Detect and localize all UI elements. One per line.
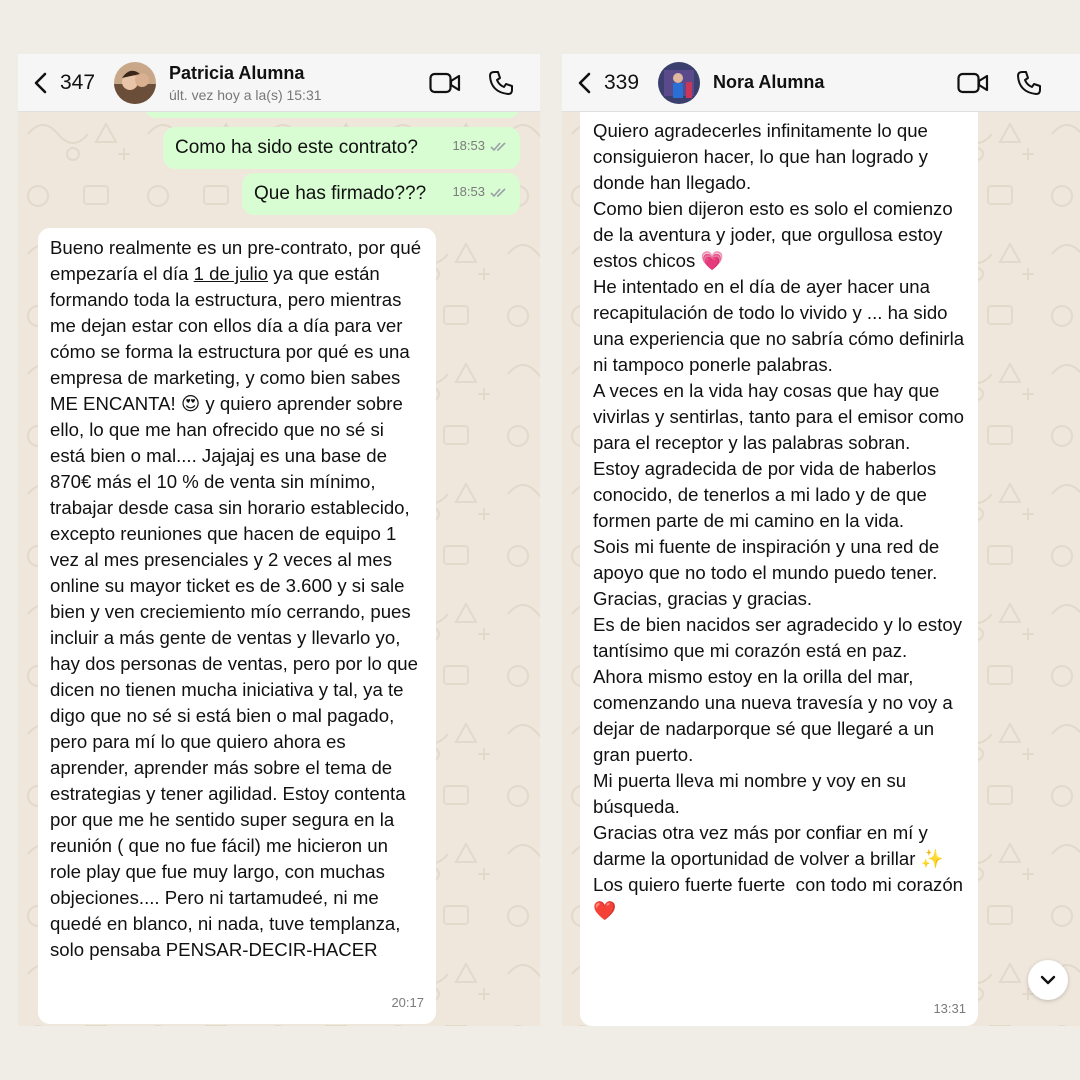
chat-window-patricia	[18, 54, 540, 1026]
date-link[interactable]: 1 de julio	[193, 263, 269, 284]
message-text: Quiero agradecerles infinitamente lo que consiguieron hacer, lo que han logrado y donde han llegado. Como bien dijeron esto es solo el comienzo de la aventura y joder, que orgullosa estoy estos chicos 💗 He intentado en el día de ayer hacer una recapitulación de todo lo vivido y ... ha sido una experiencia que no sabría cómo definirla ni tampoco ponerle palabras. A veces en la vida hay cosas que hay que vivirlas y sentirlas, tanto para el emisor como para el receptor y las palabras sobran. Estoy agradecida de por vida de haberlos conocido, de tenerlos a mi lado y de que formen parte de mi camino en la vida. Sois mi fuente de inspiración y una red de apoyo que no todo el mundo puedo tener. Gracias, gracias y gracias. Es de bien nacidos ser agradecido y lo estoy tantísimo que mi corazón está en paz. Ahora mismo estoy en la orilla del mar, comenzando una nueva travesía y no voy a dejar de nadarporque sé que llegaré a un gran puerto. Mi puerta lleva mi nombre y voy en su búsqueda. Gracias otra vez más por confiar en mí y darme la oportunidad de volver a brillar ✨ Los quiero fuerte fuerte con todo mi corazón ❤️	[593, 120, 965, 921]
message-outgoing[interactable]	[163, 127, 520, 169]
phone-icon	[488, 70, 514, 96]
unread-count: 339	[604, 70, 640, 94]
contact-name: Patricia Alumna	[169, 62, 305, 83]
message-time: 20:17	[391, 995, 424, 1010]
message-incoming[interactable]	[580, 112, 978, 1026]
last-seen-status: últ. vez hoy a la(s) 15:31	[169, 86, 322, 103]
video-call-button[interactable]	[956, 68, 990, 98]
chevron-down-icon	[1039, 974, 1057, 986]
contact-info[interactable]	[169, 63, 428, 103]
chat-header	[562, 54, 1080, 112]
message-time: 18:53	[452, 179, 508, 205]
avatar[interactable]	[114, 62, 156, 104]
phone-icon	[1016, 70, 1042, 96]
message-time: 13:31	[933, 1001, 966, 1016]
message-text: Que has firmado???	[254, 183, 427, 204]
chevron-left-icon	[32, 71, 50, 95]
back-button[interactable]	[18, 71, 114, 95]
back-button[interactable]	[562, 71, 658, 95]
message-incoming[interactable]	[38, 228, 436, 1024]
chat-header	[18, 54, 540, 112]
contact-info[interactable]	[713, 72, 956, 93]
scroll-to-bottom-button[interactable]	[1028, 960, 1068, 1000]
chat-window-nora	[562, 54, 1080, 1026]
video-call-icon	[957, 72, 989, 94]
video-call-icon	[429, 72, 461, 94]
double-check-icon	[490, 187, 508, 198]
phone-call-button[interactable]	[484, 68, 518, 98]
phone-call-button[interactable]	[1012, 68, 1046, 98]
message-text: Bueno realmente es un pre-contrato, por qué empezaría el día 1 de julio ya que están formando toda la estructura, pero mientras me dejan estar con ellos día a día para ver cómo se forma la estructura por qué es una empresa de marketing, y como bien sabes ME ENCANTA! 😍 y quiero aprender sobre ello, lo que me han ofrecido que no sé si está bien o mal.... Jajajaj es una base de 870€ más el 10 % de venta sin mínimo, trabajar desde casa sin horario establecido, excepto reuniones que hacen de equipo 1 vez al mes presenciales y 2 veces al mes online su mayor ticket es de 3.600 y si sale bien y ven creciemiento mío cerrando, pues incluir a más gente de ventas y llevarlo yo, hay dos personas de ventas, pero por lo que dicen no tienen mucha iniciativa y tal, ya te digo que no sé si está bien o mal pagado, pero para mí lo que quiero ahora es aprender, aprender más sobre el tema de estrategias y tener agilidad. Estoy contenta por que me he sentido super segura en la reunión ( que no fue fácil) me hicieron un role play que fue muy largo, con muchas objeciones.... Pero ni tartamudeé, ni me quedé en blanco, ni nada, tuve templanza, solo pensaba PENSAR-DECIR-HACER	[50, 237, 427, 960]
video-call-button[interactable]	[428, 68, 462, 98]
unread-count: 347	[60, 70, 96, 94]
message-time: 18:53	[452, 133, 508, 159]
contact-name: Nora Alumna	[713, 72, 825, 92]
message-text: Como ha sido este contrato?	[175, 137, 418, 158]
chevron-left-icon	[576, 71, 594, 95]
double-check-icon	[490, 141, 508, 152]
message-outgoing[interactable]	[242, 173, 520, 215]
avatar[interactable]	[658, 62, 700, 104]
